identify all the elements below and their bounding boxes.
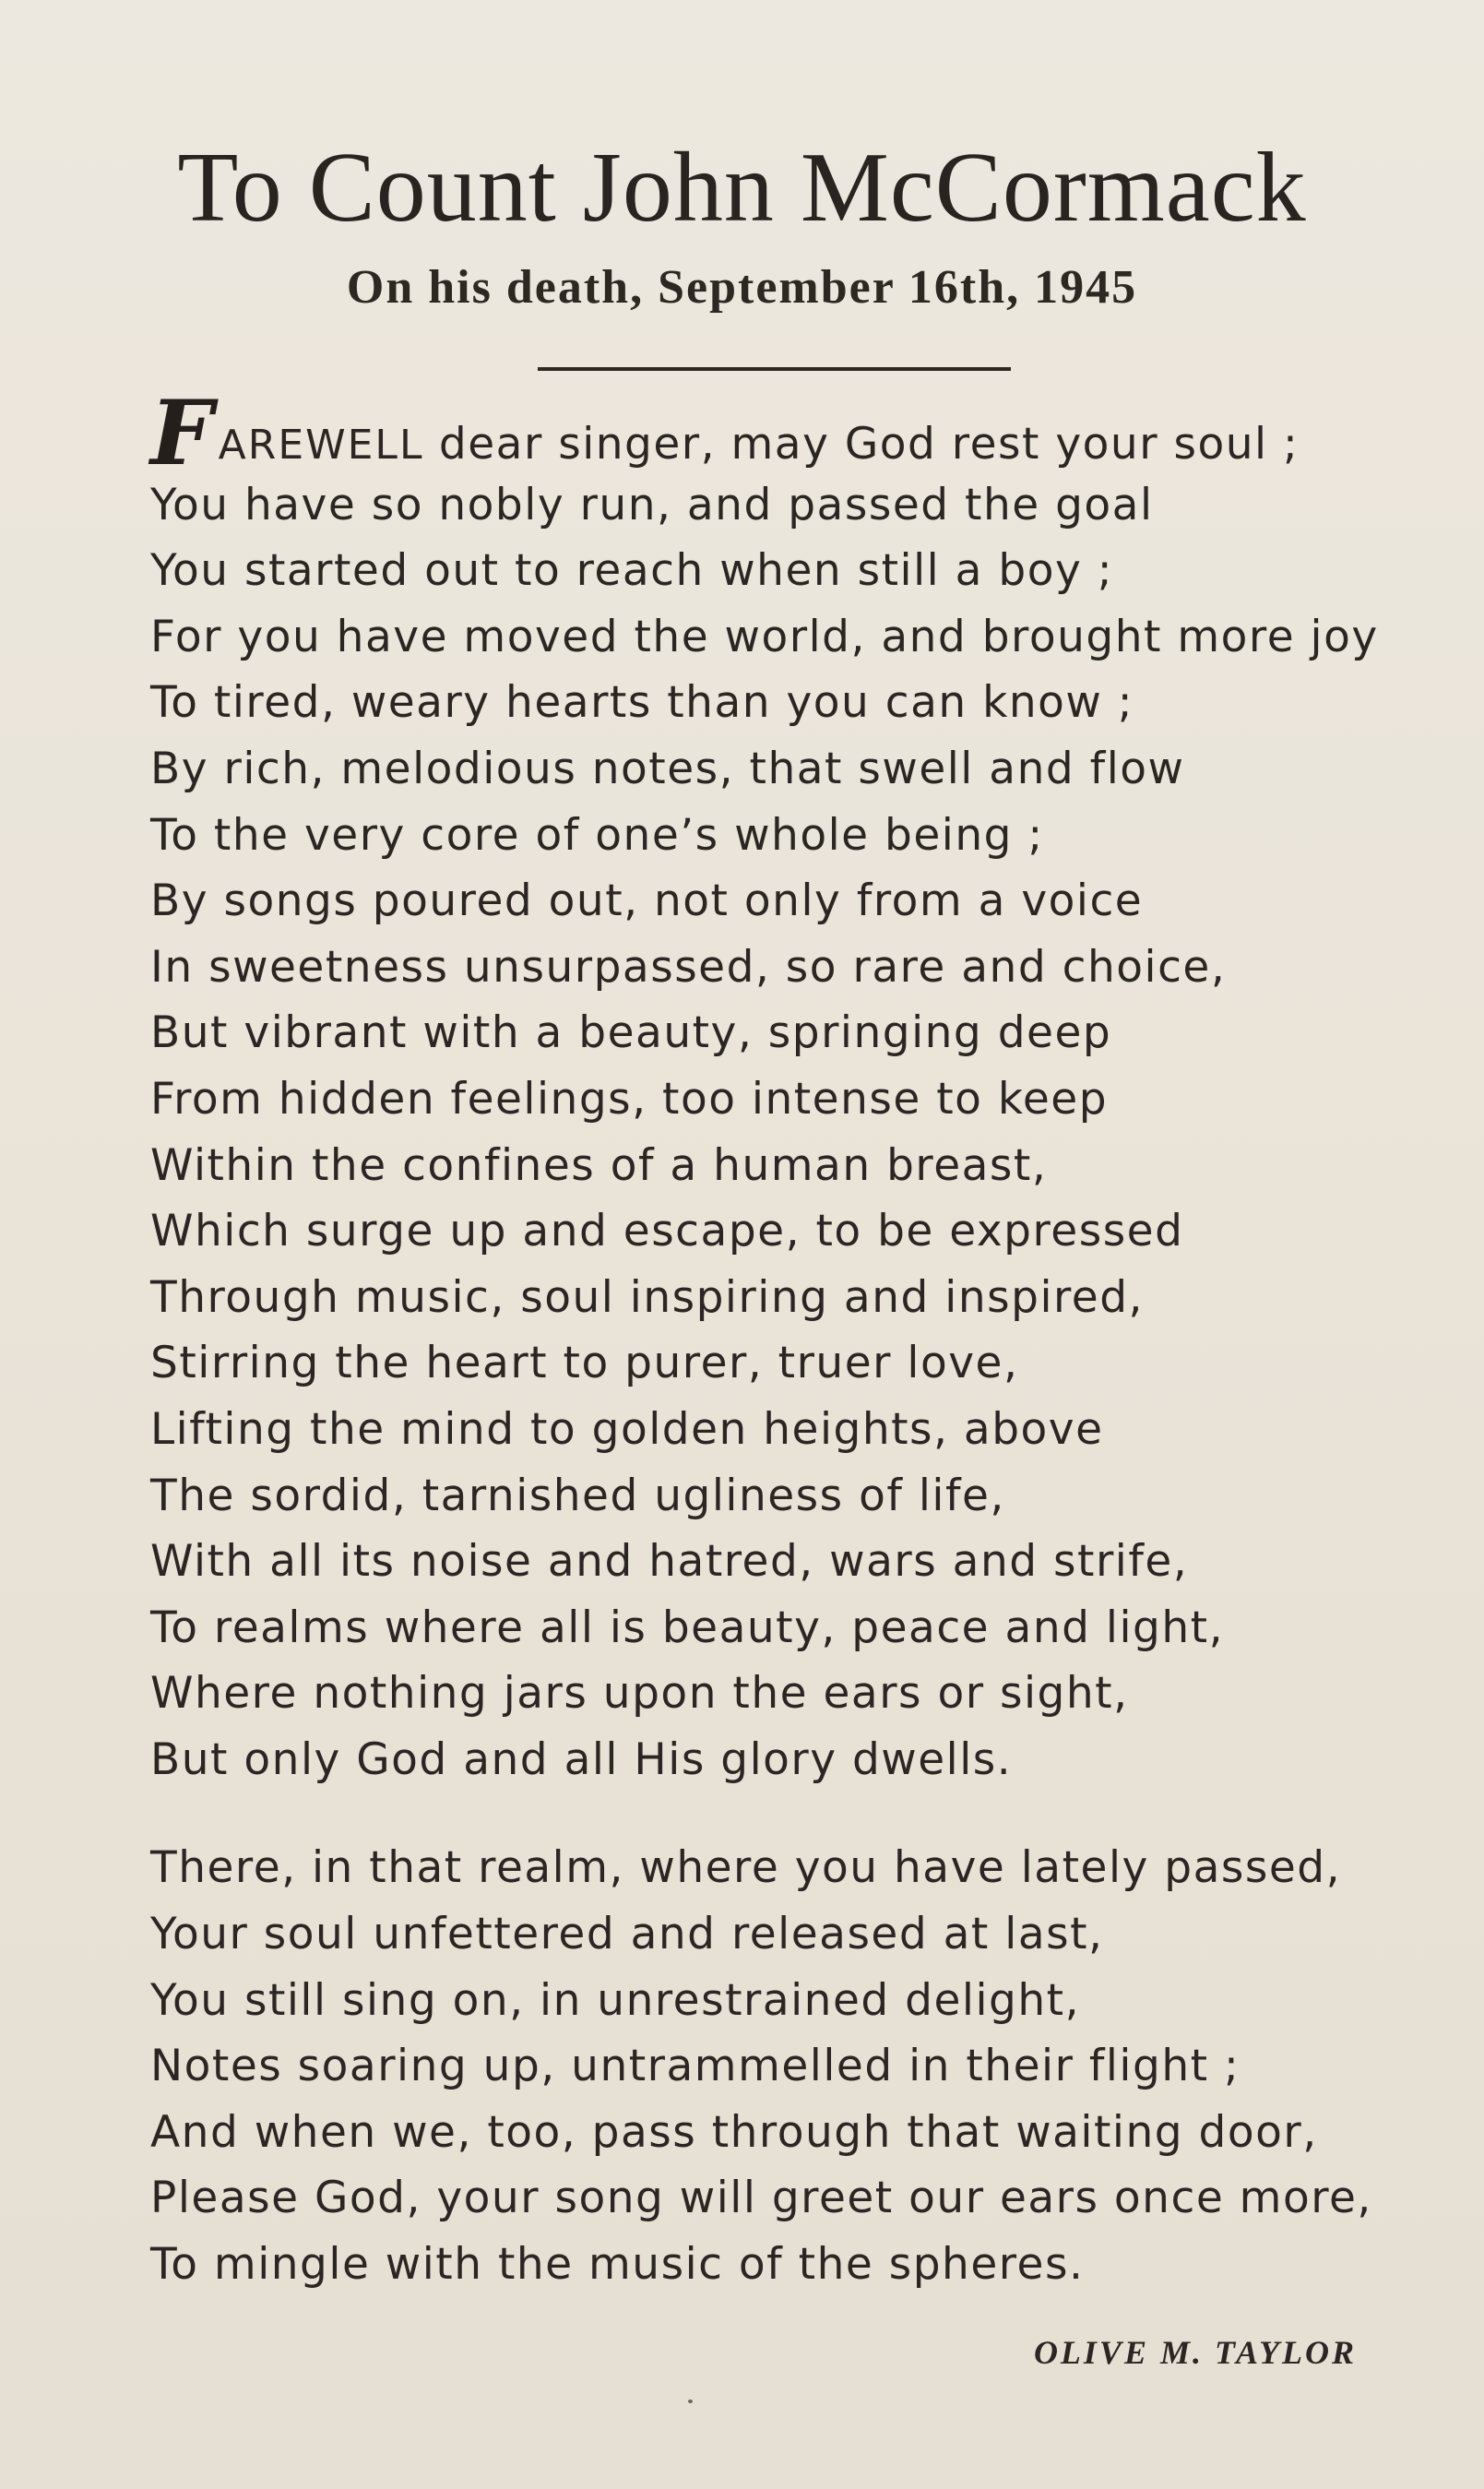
poem-line: You have so nobly run, and passed the goal xyxy=(150,479,1154,530)
poem-line: Where nothing jars upon the ears or sight, xyxy=(150,1668,1129,1720)
author-signature: OLIVE M. TAYLOR xyxy=(1033,2334,1357,2371)
poem-line: To tired, weary hearts than you can know ; xyxy=(150,677,1134,729)
poem-line: But only God and all His glory dwells. xyxy=(150,1733,1013,1785)
poem-line: By rich, melodious notes, that swell and flow xyxy=(150,743,1185,794)
poem-line: You still sing on, in unrestrained delight, xyxy=(150,1974,1081,2026)
poem-line: You started out to reach when still a boy ; xyxy=(150,545,1114,597)
poem-line: Lifting the mind to golden heights, above xyxy=(150,1403,1104,1455)
poem-line: To the very core of one’s whole being ; xyxy=(150,809,1044,861)
first-word-rest: AREWELL xyxy=(218,422,424,469)
first-line-rest: dear singer, may God rest your soul ; xyxy=(423,419,1300,470)
poem-line: Within the confines of a human breast, xyxy=(150,1139,1048,1191)
poem-line: With all its noise and hatred, wars and strife, xyxy=(150,1536,1189,1588)
poem-line: To mingle with the music of the spheres. xyxy=(150,2239,1085,2291)
poem-line: The sordid, tarnished ugliness of life, xyxy=(150,1470,1005,1521)
poem-line: By songs poured out, not only from a voice xyxy=(150,875,1144,927)
poem-line: And when we, too, pass through that waiting door, xyxy=(150,2106,1318,2158)
stanza-1 xyxy=(150,381,1386,1792)
poem-line: Please God, your song will greet our ears once more, xyxy=(150,2173,1372,2224)
drop-cap: F xyxy=(150,381,215,485)
poem-line: For you have moved the world, and brought more joy xyxy=(150,611,1379,662)
poem-line: To realms where all is beauty, peace and light, xyxy=(150,1602,1225,1653)
stanza-2 xyxy=(150,1835,1386,2297)
poem-line: Notes soaring up, untrammelled in their flight ; xyxy=(150,2041,1241,2092)
poem-body xyxy=(150,381,1386,2298)
poem-line: But vibrant with a beauty, springing deep xyxy=(150,1007,1112,1059)
poem-line xyxy=(150,381,1386,485)
poem-line: Through music, soul inspiring and inspired, xyxy=(150,1271,1144,1323)
poem-line: Your soul unfettered and released at last, xyxy=(150,1909,1104,1960)
poem-line: From hidden feelings, too intense to keep xyxy=(150,1073,1109,1125)
poem-line: There, in that realm, where you have lately passed, xyxy=(150,1842,1342,1894)
poem-subtitle: On his death, September 16th, 1945 xyxy=(346,261,1138,314)
title-divider xyxy=(538,367,1011,371)
poem-title: To Count John McCormack xyxy=(177,133,1307,243)
paper-speck xyxy=(688,2400,693,2403)
poem-line: In sweetness unsurpassed, so rare and choice, xyxy=(150,941,1227,993)
poem-line: Which surge up and escape, to be expressed xyxy=(150,1206,1184,1257)
poem-line: Stirring the heart to purer, truer love, xyxy=(150,1338,1019,1389)
